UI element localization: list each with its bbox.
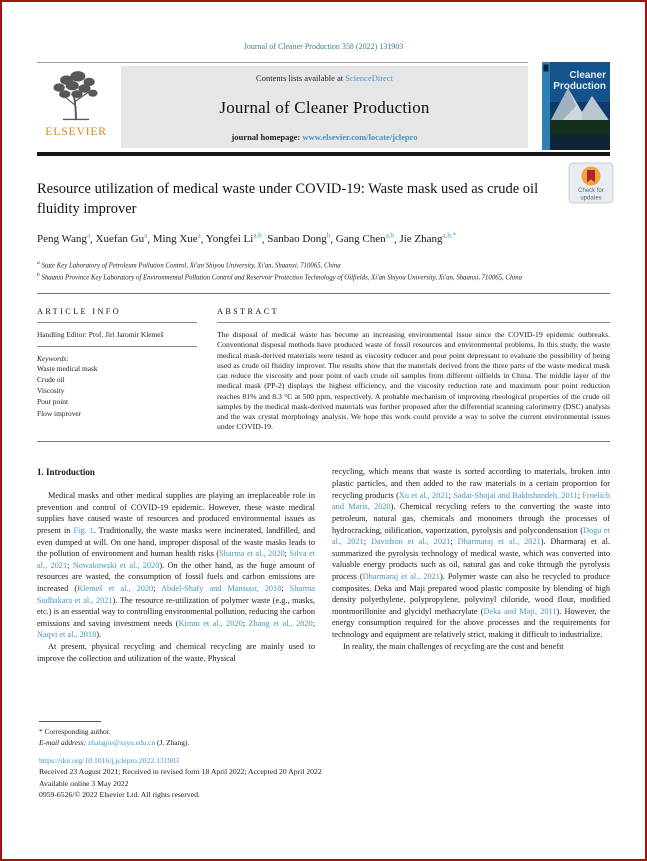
citation-link[interactable]: Froelich and Maris, 2020 — [332, 490, 610, 512]
keyword: Flow improver — [37, 408, 82, 418]
keyword: Pour point — [37, 397, 69, 407]
citation-link[interactable]: Deka and Maji, 2011 — [483, 606, 557, 616]
author-list: Peng Wang$^a$, Xuefan Gu$^a$, Ming Xue$^a$, Yongfei Li$^{a,b}$, Sanbao Dong$^b$, Gang Chen$^{a,b}$, Jie Zhang$^{a,b,*}$ — [37, 231, 457, 246]
article-title: Resource utilization of medical waste under COVID-19: Waste mask used as crude oil fluidity improver — [37, 180, 539, 217]
keywords-label: Keywords: — [37, 354, 69, 364]
author-name: Peng Wang$^a$ — [37, 231, 91, 246]
handling-editor: Handling Editor: Prof. Jiri Jaromir Klemeš — [37, 330, 164, 340]
keyword: Waste medical mask — [37, 364, 98, 374]
author-name: Jie Zhang$^{a,b,*}$ — [399, 231, 457, 246]
author-name: Xuefan Gu$^a$ — [95, 231, 148, 246]
journal-title: Journal of Cleaner Production — [219, 97, 430, 117]
divider-abstract-bottom — [37, 441, 610, 442]
abstract-text: The disposal of medical waste has become an increasing environmental issue since the COVID-19 epidemic outbreaks. Conventional disposal methods have produced waste of fossil resources and environmental problems. In this study, the waste medical mask-derived materials were tested as viscosity reducer and pour point depressant to evaluate the possibility of being used as crude oil fluidity improver. The results show that the materials derived from the three parts of the waste medical mask can reduce the viscosity and pour point of each crude oil samples from different oilfields in China. The middle layer of the medical mask (PP-2) displays the highest efficiency, and the viscosity reduction rate and maximum pour point reduction reaches 81% and 8.3 °C at 500 ppm, respectively. A probable mechanism of improving rheological properties of the crude oil samples by the medical mask-derived materials was further proposed after the differential scanning calorimetry (DSC) analysis and the wax crystal morphology analysis. We hope this work could provide a way to solve the current environmental issues under COVID-19. — [217, 330, 610, 432]
author-name: Yongfei Li$^{a,b}$ — [205, 231, 262, 246]
masthead-main — [37, 62, 528, 148]
badge-label-line2: updates — [580, 195, 602, 202]
introduction-section — [37, 466, 610, 664]
citation-link[interactable]: Nowakowski et al., 2020 — [72, 560, 160, 570]
contents-prefix: Contents lists available at — [256, 73, 346, 83]
author-name: Gang Chen$^{a,b}$ — [335, 231, 394, 246]
section-heading-introduction: 1. Introduction — [37, 467, 95, 478]
article-footer — [39, 755, 322, 801]
keyword: Crude oil — [37, 375, 65, 385]
journal-cover[interactable] — [542, 62, 610, 150]
received-dates: Received 23 August 2021; Received in revised form 18 April 2022; Accepted 20 April 2022 — [39, 767, 322, 777]
email-line — [39, 737, 189, 748]
journal-banner — [121, 66, 528, 148]
badge-label-line1: Check for — [578, 188, 604, 194]
divider — [217, 322, 610, 323]
doi-link[interactable]: https://doi.org/10.1016/j.jclepro.2022.131903 — [39, 756, 180, 765]
citation-link[interactable]: Fig. 1 — [73, 525, 94, 535]
author-name: Sanbao Dong$^b$ — [267, 231, 331, 246]
elsevier-wordmark: ELSEVIER — [45, 124, 107, 138]
elsevier-logo[interactable] — [37, 66, 115, 148]
author-name: Ming Xue$^a$ — [152, 231, 201, 246]
masthead-divider — [37, 152, 610, 156]
article-info-heading: ARTICLE INFO — [37, 307, 122, 317]
citation-link[interactable]: Dogu et al., 2021 — [332, 525, 611, 547]
citation-link[interactable]: Dharmaraj et al., 2021 — [362, 571, 440, 581]
divider — [37, 322, 197, 323]
abstract-section — [217, 307, 610, 432]
homepage-link[interactable]: www.elsevier.com/locate/jclepro — [302, 132, 418, 142]
masthead — [37, 62, 610, 150]
affiliation: $^b$ Shaanxi Province Key Laboratory of Environmental Pollution Control and Reservoir Protection Technology of Oilfields, Xi'an Shiyou University, Xi'an, Shaanxi, 710065, China — [37, 272, 523, 282]
citation-link[interactable]: Dharmaraj et al., 2021 — [457, 537, 541, 547]
email-suffix: (J. Zhang). — [157, 738, 190, 748]
elsevier-tree-icon — [46, 68, 106, 124]
journal-citation-line: Journal of Cleaner Production 358 (2022) 131903 — [243, 42, 404, 51]
article-info-section — [37, 307, 197, 432]
copyright-line: 0959-6526/© 2022 Elsevier Ltd. All rights reserved. — [39, 790, 200, 800]
divider-top — [37, 293, 610, 294]
cover-title-line1: Cleaner — [569, 70, 606, 81]
citation-link[interactable]: Silva et al., 2021 — [37, 549, 315, 570]
citation-link[interactable]: Xu et al., 2021 — [398, 490, 449, 500]
affiliation: $^a$ State Key Laboratory of Petroleum Pollution Control, Xi'an Shiyou University, Xi'an, Shaanxi, 710065, China — [37, 259, 341, 269]
intro-left-column — [37, 466, 315, 664]
citation-link[interactable]: Sharma et al., 2020 — [219, 549, 285, 559]
email-label: E-mail address: — [39, 738, 87, 748]
homepage-line — [131, 132, 518, 142]
body-paragraph: At present, physical recycling and chemical recycling are mainly used to improve the collection and utilization of the waste. Physical — [37, 642, 315, 663]
affiliation-list — [37, 259, 597, 285]
citation-link[interactable]: Sharma Sudhakara et al., 2021 — [37, 583, 315, 605]
divider — [37, 346, 197, 347]
body-paragraph: Medical masks and other medical supplies are playing an irreplaceable role in prevention and control of COVID-19 epidemic. However, these waste medical supplies have caused waste of resources and produced environmental issues as present in Fig. 1. Traditionally, the waste masks were incinerated, landfilled, and even dumped at will. On one hand, improper disposal of the waste masks leads to the pollution of environment and human health risks (Sharma et al., 2020; Silva et al., 2021; Nowakowski et al., 2020). On the other hand, as the huge amount of resources are wasted, the consumption of fossil fuels and carbon emissions are increased (Klemeš et al., 2020; Abdel-Shafy and Mansour, 2018; Sharma Sudhakara et al., 2021). The resource re-utilization of polymer waste (e.g., masks, etc.) is an essential way to controlling environmental pollution, reducing the carbon emissions and saving investment needs (Kimm et al., 2020; Zhang et al., 2020; Naqvi et al., 2018). — [37, 491, 315, 640]
homepage-label: journal homepage: — [231, 132, 303, 142]
body-paragraph: recycling, which means that waste is sorted according to materials, broken into plastic particles, and then added to the raw materials in a certain proportion for recycling products (Xu et al., 2021; Sadat-Shojai and Bakhshandeh, 2011; Froelich and Maris, 2020). Chemical recycling refers to the converting the waste into petroleum, natural gas, chemicals and monomers through the processes of hydrocracking, oilification, vaporization, pyrolysis and polycondensation (Dogu et al., 2021; Davidson et al., 2021; Dharmaraj et al., 2021). Dharmaraj et al. summarized the pyrolysis technology of medical waste, which was converted into valuable energy products such as oil, natural gas and coke through the pyrolysis process (Dharmaraj et al., 2021). Polymer waste can also be recycled to produce composites. Deka and Maji prepared wood plastic composite by blending of high density polyethylene, polypropylene, polyvinyl chloride, wood flour, modified montmorillonite and glycidyl methacrylate (Deka and Maji, 2011). However, the energy consumption required for the above processes and the requirements for technology and equipment are relatively strict, making it difficult to industrialize. — [332, 467, 611, 640]
available-online: Available online 3 May 2022 — [39, 778, 129, 788]
citation-link[interactable]: Zhang et al., 2020 — [248, 618, 313, 628]
citation-link[interactable]: Kimm et al., 2020 — [178, 618, 243, 628]
intro-right-column — [332, 466, 610, 664]
email-link[interactable]: zhangjie@xsyu.edu.cn — [88, 738, 156, 748]
corresponding-author-note — [39, 721, 189, 748]
body-paragraph: In reality, the main challenges of recycling are the cost and benefit — [343, 641, 564, 651]
check-updates-badge[interactable] — [568, 162, 614, 209]
citation-link[interactable]: Klemeš et al., 2020 — [77, 583, 154, 593]
journal-cover-image — [542, 62, 610, 150]
sciencedirect-link[interactable]: ScienceDirect — [345, 73, 393, 83]
corresponding-author-text: * Corresponding author. — [39, 727, 111, 736]
contents-line — [131, 73, 518, 83]
keyword: Viscosity — [37, 386, 65, 396]
footnote-divider — [39, 721, 101, 722]
abstract-heading: ABSTRACT — [217, 307, 279, 317]
keyword-list — [37, 363, 197, 419]
cover-title-line2: Production — [553, 81, 606, 92]
citation-link[interactable]: Davidson et al., 2021 — [370, 537, 451, 547]
citation-link[interactable]: Abdel-Shafy and Mansour, 2018 — [161, 583, 282, 593]
info-abstract-section — [37, 307, 610, 432]
citation-link[interactable]: Sadat-Shojai and Bakhshandeh, 2011 — [453, 490, 578, 500]
citation-link[interactable]: Naqvi et al., 2018 — [37, 630, 97, 640]
